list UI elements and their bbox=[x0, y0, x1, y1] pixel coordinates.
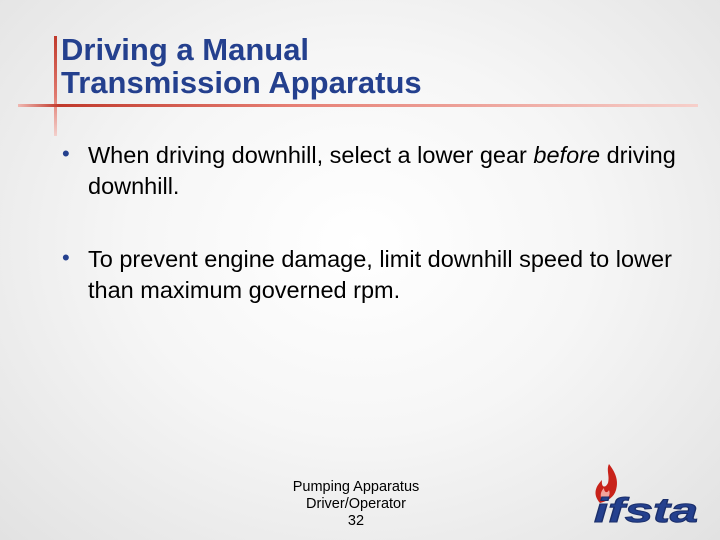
accent-vertical-line bbox=[54, 36, 57, 136]
bullet-1-text-start: When driving downhill, select a lower gear bbox=[88, 142, 534, 168]
bullet-dot-icon: • bbox=[62, 245, 70, 270]
accent-horizontal-line bbox=[18, 104, 698, 107]
ifsta-logo bbox=[586, 460, 706, 530]
bullet-1-emphasis: before bbox=[533, 142, 601, 168]
bullet-item-2 bbox=[62, 244, 692, 306]
slide-title-line-1: Driving a Manual bbox=[61, 32, 310, 67]
slide-title-line-2: Transmission Apparatus bbox=[61, 65, 422, 100]
slide-title bbox=[61, 33, 422, 99]
bullet-list bbox=[62, 140, 692, 306]
bullet-dot-icon: • bbox=[62, 141, 70, 166]
footer-course-line-1: Pumping Apparatus bbox=[292, 479, 420, 495]
footer bbox=[265, 479, 447, 530]
bullet-item-1 bbox=[62, 140, 692, 202]
bullet-2-text: To prevent engine damage, limit downhill speed to lower than maximum governed rpm. bbox=[88, 246, 672, 303]
page-number: 32 bbox=[347, 513, 365, 529]
bullet-1-text-end: driving downhill. bbox=[88, 142, 676, 199]
logo-wordmark: ifsta bbox=[594, 492, 698, 530]
footer-course-line-2: Driver/Operator bbox=[306, 496, 406, 512]
